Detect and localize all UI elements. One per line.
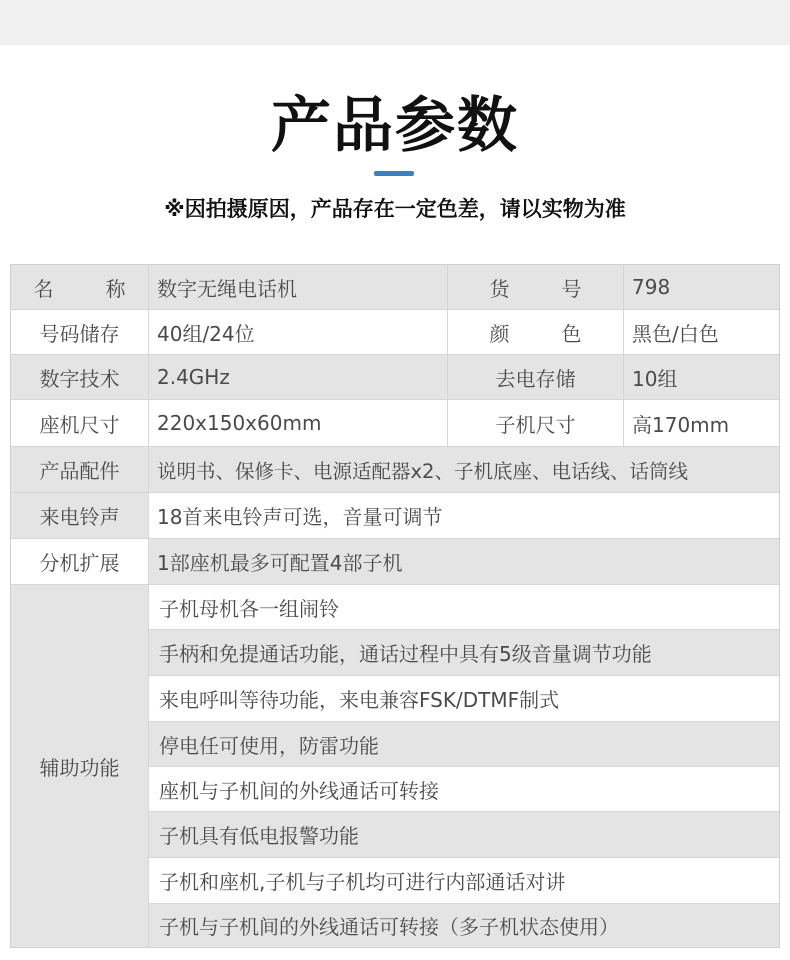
label-name: 名 称 bbox=[11, 265, 149, 309]
table-row bbox=[11, 400, 779, 447]
spec-table bbox=[10, 264, 780, 948]
value-base-size: 220x150x60mm bbox=[149, 400, 448, 446]
label-tech: 数字技术 bbox=[11, 355, 149, 399]
list-item: 手柄和免提通话功能，通话过程中具有5级音量调节功能 bbox=[149, 630, 779, 676]
list-item: 座机与子机间的外线通话可转接 bbox=[149, 767, 779, 812]
title-underline bbox=[374, 171, 414, 176]
label-memory: 号码储存 bbox=[11, 310, 149, 354]
table-row bbox=[11, 539, 779, 585]
list-item: 子机与子机间的外线通话可转接（多子机状态使用） bbox=[149, 904, 779, 947]
list-item: 子机母机各一组闹铃 bbox=[149, 585, 779, 630]
value-handset-size: 高170mm bbox=[632, 412, 730, 437]
label-handset-size: 子机尺寸 bbox=[448, 400, 624, 446]
value-tech: 2.4GHz bbox=[149, 355, 448, 399]
label-item-no: 货 号 bbox=[448, 265, 624, 309]
value-accessories: 说明书、保修卡、电源适配器x2、子机底座、电话线、话筒线 bbox=[157, 459, 688, 483]
assist-section bbox=[11, 585, 779, 947]
label-power-off: 去电存储 bbox=[448, 355, 624, 399]
value-name: 数字无绳电话机 bbox=[149, 265, 448, 309]
page-subtitle: ※因拍摄原因，产品存在一定色差，请以实物为准 bbox=[164, 197, 626, 221]
page-title: 产品参数 bbox=[271, 91, 519, 161]
list-item: 子机具有低电报警功能 bbox=[149, 812, 779, 858]
list-item: 子机和座机,子机与子机均可进行内部通话对讲 bbox=[149, 858, 779, 904]
label-color: 颜 色 bbox=[448, 310, 624, 354]
value-ringtone: 18首来电铃声可选，音量可调节 bbox=[157, 505, 443, 529]
list-item: 停电任可使用，防雷功能 bbox=[149, 722, 779, 767]
label-accessories: 产品配件 bbox=[11, 447, 149, 492]
table-row bbox=[11, 447, 779, 493]
value-color: 黑色/白色 bbox=[632, 321, 719, 346]
assist-list bbox=[149, 585, 779, 947]
value-item-no: 798 bbox=[632, 275, 671, 299]
label-ringtone: 来电铃声 bbox=[11, 493, 149, 538]
label-extension: 分机扩展 bbox=[11, 539, 149, 584]
label-assist: 辅助功能 bbox=[11, 585, 149, 947]
table-row bbox=[11, 355, 779, 400]
table-row bbox=[11, 265, 779, 310]
list-item: 来电呼叫等待功能，来电兼容FSK/DTMF制式 bbox=[149, 676, 779, 722]
value-memory: 40组/24位 bbox=[149, 310, 448, 354]
label-base-size: 座机尺寸 bbox=[11, 400, 149, 446]
top-band bbox=[0, 0, 790, 45]
value-power-off: 10组 bbox=[632, 366, 678, 391]
table-row bbox=[11, 493, 779, 539]
value-extension: 1部座机最多可配置4部子机 bbox=[157, 551, 403, 575]
table-row bbox=[11, 310, 779, 355]
